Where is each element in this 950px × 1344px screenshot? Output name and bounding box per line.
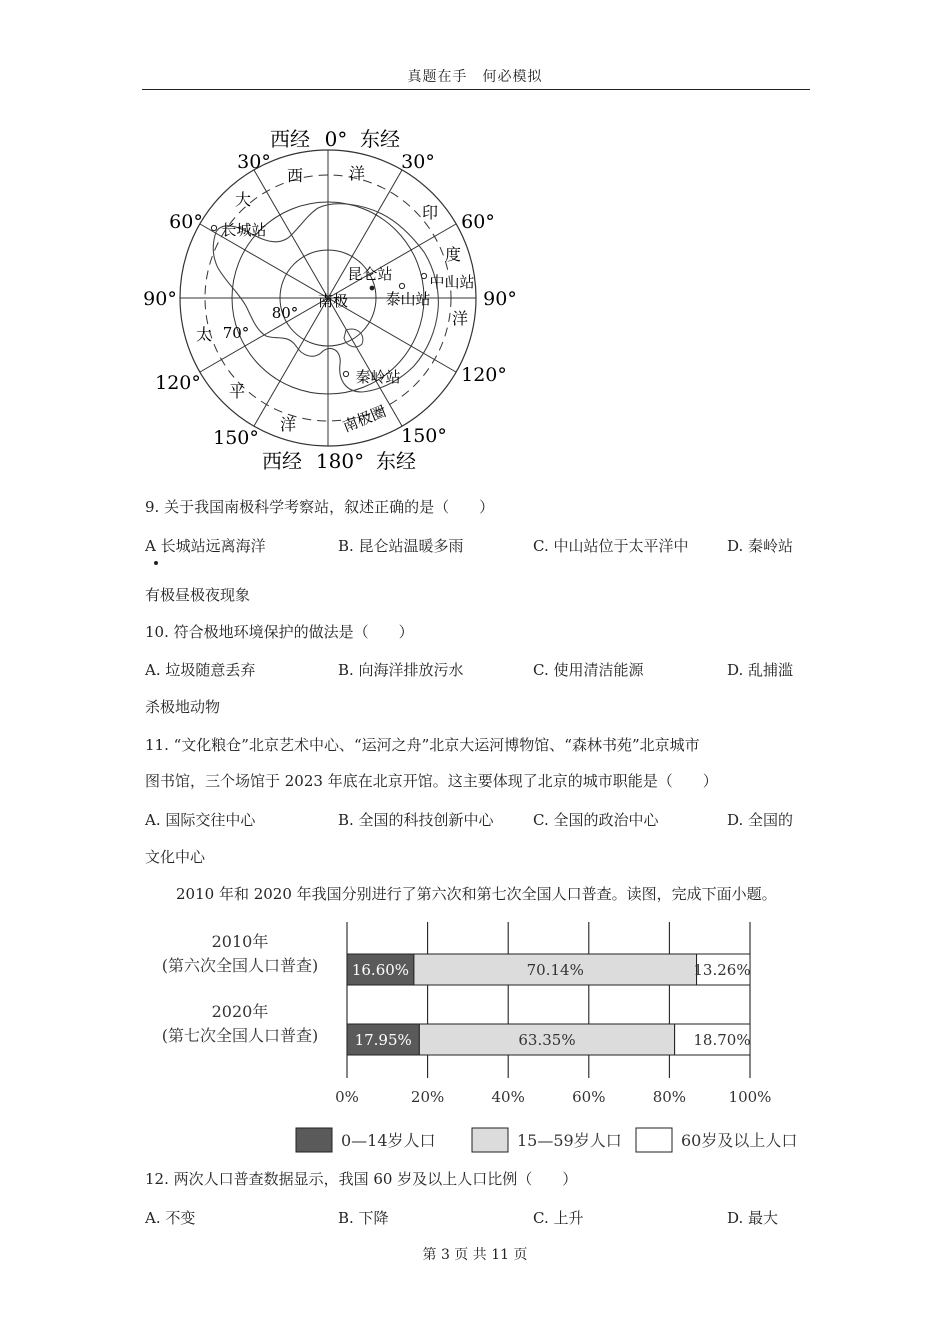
question-10-option-d[interactable]: D. 乱捕滥 (727, 661, 794, 679)
station-label-taishan: 泰山站 (385, 290, 431, 308)
map-top-west: 西经 (270, 127, 310, 151)
lon-label: 120° (461, 364, 507, 386)
x-tick-label: 100% (728, 1088, 772, 1106)
emphasis-dot (154, 561, 158, 565)
lon-label: 60° (169, 211, 203, 233)
station-label-changcheng: 长城站 (221, 221, 267, 239)
question-9-option-b[interactable]: B. 昆仑站温暖多雨 (338, 537, 464, 555)
lat-label-70: 70° (222, 324, 250, 342)
question-10-stem: 10. 符合极地环境保护的做法是（ ） (145, 623, 414, 641)
question-12-option-d[interactable]: D. 最大 (727, 1209, 779, 1227)
lon-label: 150° (401, 425, 447, 447)
legend-swatch (636, 1128, 672, 1152)
bar-data-label: 13.26% (693, 961, 751, 979)
lon-label: 60° (461, 211, 495, 233)
page-footer: 第 3 页 共 11 页 (422, 1247, 528, 1263)
bar-data-label: 70.14% (526, 961, 584, 979)
x-tick-label: 80% (652, 1088, 687, 1106)
lon-label: 30° (401, 151, 435, 173)
ocean-char: 西 (286, 166, 304, 185)
question-11-stem-line-2: 图书馆，三个场馆于 2023 年底在北京开馆。这主要体现了北京的城市职能是（ ） (145, 772, 718, 790)
ocean-char: 洋 (279, 415, 297, 434)
question-11-option-c[interactable]: C. 全国的政治中心 (533, 811, 659, 829)
question-9-option-d[interactable]: D. 秦岭站 (727, 537, 794, 555)
antarctic-circle-label: 南极圈 (340, 402, 389, 436)
station-label-kunlun: 昆仑站 (347, 265, 393, 283)
station-marker-changcheng (211, 225, 216, 230)
question-12-option-b[interactable]: B. 下降 (338, 1209, 389, 1227)
station-marker-qinling (343, 371, 348, 376)
lat-label-80: 80° (271, 304, 299, 322)
category-year-label: 2010年 (211, 932, 269, 951)
question-11-option-a[interactable]: A. 国际交往中心 (145, 811, 256, 829)
ocean-char: 印 (421, 203, 439, 222)
station-marker-taishan (399, 283, 404, 288)
south-pole-label: 南极 (317, 292, 349, 310)
question-12-stem: 12. 两次人口普查数据显示，我国 60 岁及以上人口比例（ ） (145, 1170, 578, 1188)
x-tick-label: 60% (572, 1088, 606, 1106)
ocean-char: 洋 (348, 164, 366, 183)
question-11-option-d[interactable]: D. 全国的 (727, 811, 794, 829)
bar-data-label: 16.60% (351, 961, 410, 979)
x-tick-label: 0% (335, 1088, 359, 1106)
page-header: 真题在手 何必模拟 (407, 69, 543, 85)
x-tick-label: 40% (491, 1088, 525, 1106)
lon-label: 150° (213, 427, 259, 449)
legend-swatch (296, 1128, 332, 1152)
map-top-zero: 0° (324, 127, 348, 151)
bar-data-label: 17.95% (354, 1031, 412, 1049)
lon-label: 30° (237, 151, 271, 173)
question-10-option-d-continued: 杀极地动物 (145, 698, 221, 716)
population-chart (140, 915, 820, 1160)
ocean-char: 大 (234, 190, 252, 209)
lon-label: 90° (143, 288, 177, 310)
question-9-option-a[interactable]: A 长城站远离海洋 (145, 537, 266, 555)
question-10-option-a[interactable]: A. 垃圾随意丢弃 (145, 661, 256, 679)
station-marker-zhongshan (421, 273, 426, 278)
ocean-char: 度 (444, 245, 462, 264)
chart-intro: 2010 年和 2020 年我国分别进行了第六次和第七次全国人口普查。读图，完成下面小题。 (176, 885, 777, 903)
ocean-char: 平 (228, 382, 246, 401)
map-bottom-west: 西经 (262, 449, 302, 473)
header-rule (142, 89, 810, 90)
question-11-option-b[interactable]: B. 全国的科技创新中心 (338, 811, 494, 829)
x-tick-label: 20% (410, 1088, 445, 1106)
question-11-stem-line-1: 11. “文化粮仓”北京艺术中心、“运河之舟”北京大运河博物馆、“森林书苑”北京城市 (145, 736, 700, 754)
ocean-char: 洋 (451, 309, 469, 328)
legend-swatch (472, 1128, 508, 1152)
legend-label: 60岁及以上人口 (681, 1131, 798, 1150)
legend-label: 15—59岁人口 (517, 1131, 622, 1150)
lon-label: 120° (155, 372, 201, 394)
station-label-qinling: 秦岭站 (355, 368, 401, 386)
map-bottom-east: 东经 (376, 449, 416, 473)
station-marker-kunlun (370, 286, 375, 291)
bar-data-label: 63.35% (518, 1031, 576, 1049)
station-label-zhongshan: 中山站 (429, 273, 475, 291)
question-10-option-b[interactable]: B. 向海洋排放污水 (338, 661, 464, 679)
map-bottom-180: 180° (315, 449, 365, 473)
question-10-option-c[interactable]: C. 使用清洁能源 (533, 661, 644, 679)
legend-label: 0—14岁人口 (341, 1131, 436, 1150)
question-9-option-d-continued: 有极昼极夜现象 (145, 586, 251, 604)
bar-data-label: 18.70% (693, 1031, 751, 1049)
antarctica-map (140, 120, 520, 480)
ocean-char: 太 (195, 325, 213, 344)
question-12-option-c[interactable]: C. 上升 (533, 1209, 584, 1227)
ross-ice-shelf (344, 329, 363, 347)
category-name-label: (第七次全国人口普查) (161, 1026, 319, 1045)
lon-label: 90° (483, 288, 517, 310)
question-9-option-c[interactable]: C. 中山站位于太平洋中 (533, 537, 689, 555)
map-top-east: 东经 (360, 127, 400, 151)
question-11-option-d-continued: 文化中心 (145, 848, 206, 866)
category-name-label: (第六次全国人口普查) (161, 956, 319, 975)
question-12-option-a[interactable]: A. 不变 (145, 1209, 196, 1227)
category-year-label: 2020年 (211, 1002, 269, 1021)
question-9-stem: 9. 关于我国南极科学考察站，叙述正确的是（ ） (145, 498, 495, 516)
